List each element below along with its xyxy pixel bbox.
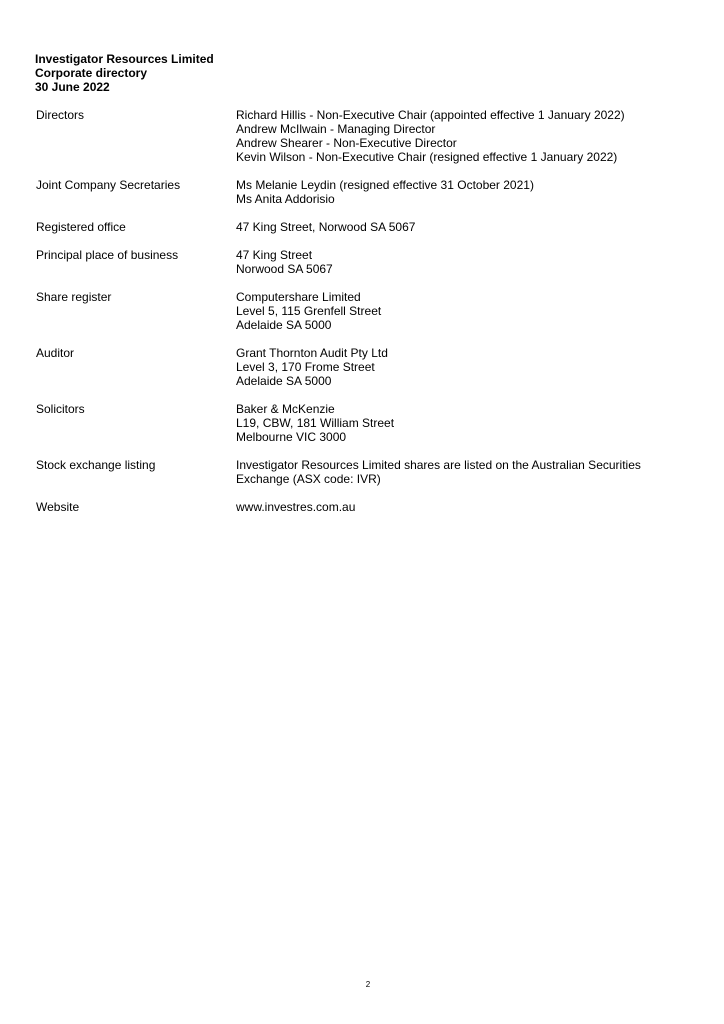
directory-value-line: L19, CBW, 181 William Street	[236, 416, 395, 430]
directory-value-line: Richard Hillis - Non-Executive Chair (appointed effective 1 January 2022)	[236, 108, 625, 122]
page-number: 2	[365, 980, 371, 989]
document-title: Corporate directory	[35, 66, 148, 80]
directory-value-line: Kevin Wilson - Non-Executive Chair (resigned effective 1 January 2022)	[236, 150, 618, 164]
directory-value-line: Ms Anita Addorisio	[236, 192, 335, 206]
directory-row-label: Solicitors	[36, 402, 85, 416]
directory-value-line: Norwood SA 5067	[236, 262, 333, 276]
directory-value-line: Exchange (ASX code: IVR)	[236, 472, 381, 486]
company-name: Investigator Resources Limited	[35, 52, 214, 66]
directory-row-label: Website	[36, 500, 80, 514]
directory-row-label: Stock exchange listing	[36, 458, 156, 472]
directory-row-value	[236, 346, 686, 388]
directory-value-line: Grant Thornton Audit Pty Ltd	[236, 346, 388, 360]
directory-row	[36, 346, 686, 388]
directory-row-value	[236, 220, 686, 234]
directory-row-label: Auditor	[36, 346, 75, 360]
directory-row-label: Share register	[36, 290, 112, 304]
directory-value-line: Level 3, 170 Frome Street	[236, 360, 375, 374]
directory-row-label: Principal place of business	[36, 248, 179, 262]
directory-value-line: Baker & McKenzie	[236, 402, 335, 416]
directory-value-line: Investigator Resources Limited shares are listed on the Australian Securities	[236, 458, 641, 472]
directory-row	[36, 500, 686, 514]
directory-value-line: www.investres.com.au	[236, 500, 356, 514]
directory-value-line: Computershare Limited	[236, 290, 361, 304]
directory-value-line: Melbourne VIC 3000	[236, 430, 347, 444]
directory-row-value	[236, 458, 686, 486]
directory-row-value	[236, 500, 686, 514]
directory-row-label: Joint Company Secretaries	[36, 178, 181, 192]
directory-row	[36, 458, 686, 486]
directory-value-line: Ms Melanie Leydin (resigned effective 31 October 2021)	[236, 178, 534, 192]
directory-row	[36, 248, 686, 276]
directory-row-value	[236, 290, 686, 332]
directory-row	[36, 220, 686, 234]
directory-row-value	[236, 178, 686, 206]
corporate-directory-table	[36, 108, 686, 528]
directory-row-label: Directors	[36, 108, 85, 122]
directory-value-line: 47 King Street	[236, 248, 313, 262]
document-header	[35, 52, 214, 94]
directory-value-line: Level 5, 115 Grenfell Street	[236, 304, 382, 318]
directory-value-line: 47 King Street, Norwood SA 5067	[236, 220, 416, 234]
directory-row-value	[236, 248, 686, 276]
directory-value-line: Andrew Shearer - Non-Executive Director	[236, 136, 457, 150]
directory-row	[36, 290, 686, 332]
directory-row-value	[236, 402, 686, 444]
directory-row-value	[236, 108, 686, 164]
directory-row-label: Registered office	[36, 220, 126, 234]
directory-row	[36, 108, 686, 164]
directory-row	[36, 402, 686, 444]
directory-value-line: Adelaide SA 5000	[236, 374, 332, 388]
directory-value-line: Adelaide SA 5000	[236, 318, 332, 332]
directory-value-line: Andrew McIlwain - Managing Director	[236, 122, 436, 136]
directory-row	[36, 178, 686, 206]
report-date: 30 June 2022	[35, 80, 110, 94]
